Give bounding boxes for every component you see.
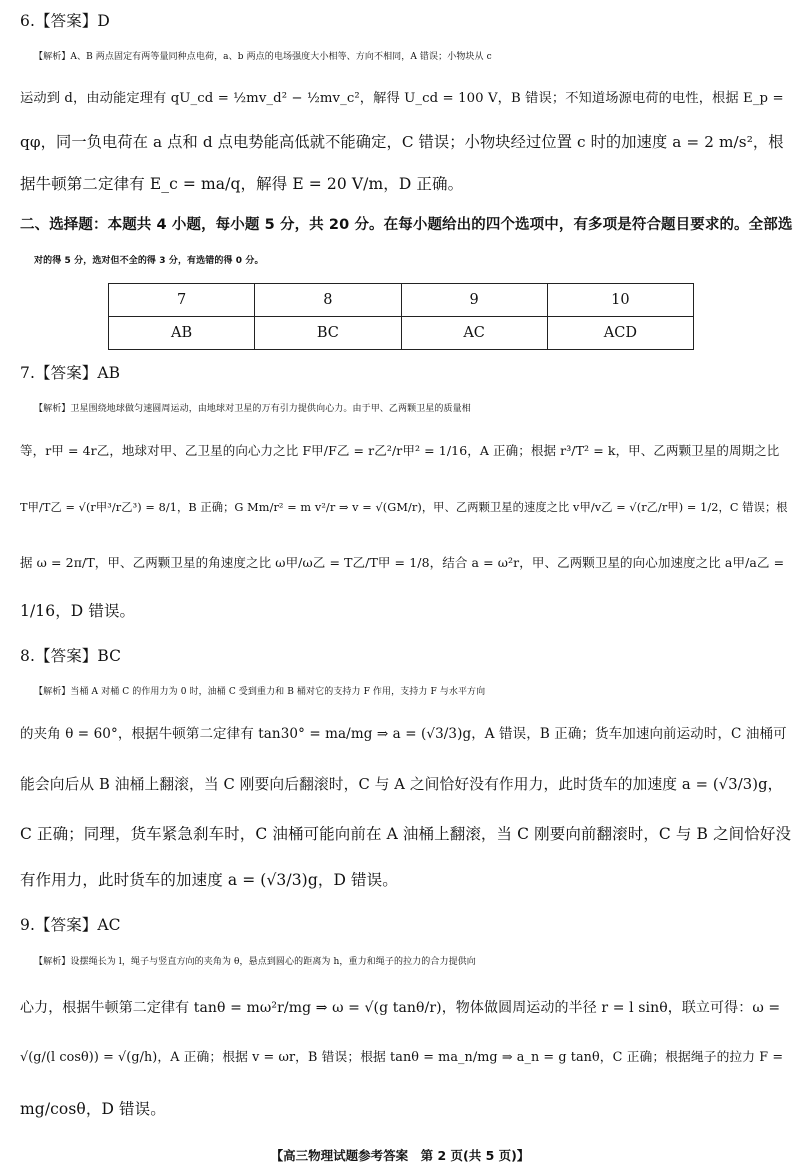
q9-analysis-line-4: mg/cosθ，D 错误。: [20, 1100, 166, 1118]
q9-analysis-line-2: 心力，根据牛顿第二定律有 tanθ = mω²r/mg ⇒ ω = √(g tanθ/r)，物体做圆周运动的半径 r = l sinθ，联立可得：ω =: [20, 1000, 781, 1016]
question-number-cell: 7: [109, 284, 255, 317]
section-heading: 二、选择题：本题共 4 小题，每小题 5 分，共 20 分。在每小题给出的四个选项中，有多项是符合题目要求的。全部选: [20, 217, 793, 233]
answer-cell: AC: [401, 317, 547, 350]
q7-analysis-line-5: 1/16，D 错误。: [20, 602, 136, 620]
page-footer: 【高三物理试题参考答案 第 2 页(共 5 页)】: [270, 1148, 530, 1163]
question-number-cell: 10: [547, 284, 693, 317]
q6-analysis-line-1: 【解析】A、B 两点固定有两等量同种点电荷，a、b 两点的电场强度大小相等、方向不相同，A 错误；小物块从 c: [34, 52, 492, 62]
q6-analysis-line-4: 据牛顿第二定律有 E_c = ma/q，解得 E = 20 V/m，D 正确。: [20, 175, 464, 193]
q8-analysis-line-3: 能会向后从 B 油桶上翻滚，当 C 刚要向后翻滚时，C 与 A 之间恰好没有作用力，此时货车的加速度 a = (√3/3)g，: [20, 776, 783, 793]
answer-cell: BC: [255, 317, 401, 350]
q7-analysis-line-3: T甲/T乙 = √(r甲³/r乙³) = 8/1，B 正确；G Mm/r² = m v²/r ⇒ v = √(GM/r)，甲、乙两颗卫星的速度之比 v甲/v乙 = √(r乙/r甲) = 1/2，C 错误；根: [20, 501, 788, 514]
question-number-cell: 8: [255, 284, 401, 317]
question-number-cell: 9: [401, 284, 547, 317]
q9-analysis-line-3: √(g/(l cosθ)) = √(g/h)，A 正确；根据 v = ωr，B 错误；根据 tanθ = ma_n/mg ⇒ a_n = g tanθ，C 正确；根据绳子的拉力 F =: [20, 1050, 784, 1065]
q8-analysis-line-1: 【解析】当桶 A 对桶 C 的作用力为 0 时，油桶 C 受到重力和 B 桶对它的支持力 F 作用，支持力 F 与水平方向: [34, 687, 486, 697]
q6-answer: 6.【答案】D: [20, 12, 110, 30]
answer-table-answer-row: [109, 317, 694, 350]
q7-answer: 7.【答案】AB: [20, 364, 121, 382]
q7-analysis-line-1: 【解析】卫星围绕地球做匀速圆周运动，由地球对卫星的万有引力提供向心力。由于甲、乙两颗卫星的质量相: [34, 404, 471, 414]
q9-answer: 9.【答案】AC: [20, 916, 121, 934]
q8-analysis-line-2: 的夹角 θ = 60°，根据牛顿第二定律有 tan30° = ma/mg ⇒ a = (√3/3)g，A 错误，B 正确；货车加速向前运动时，C 油桶可: [20, 726, 787, 742]
section-heading-line-2: 对的得 5 分，选对但不全的得 3 分，有选错的得 0 分。: [34, 256, 264, 266]
q7-analysis-line-2: 等，r甲 = 4r乙，地球对甲、乙卫星的向心力之比 F甲/F乙 = r乙²/r甲² = 1/16，A 正确；根据 r³/T² = k，甲、乙两颗卫星的周期之比: [20, 443, 780, 458]
q8-answer: 8.【答案】BC: [20, 647, 122, 665]
q8-analysis-line-5: 有作用力，此时货车的加速度 a = (√3/3)g，D 错误。: [20, 871, 398, 889]
answer-cell: AB: [109, 317, 255, 350]
q6-analysis-line-3: qφ，同一负电荷在 a 点和 d 点电势能高低就不能确定，C 错误；小物块经过位置 c 时的加速度 a = 2 m/s²，根: [20, 133, 784, 151]
q6-analysis-line-2: 运动到 d，由动能定理有 qU_cd = ½mv_d² − ½mv_c²，解得 U_cd = 100 V，B 错误；不知道场源电荷的电性，根据 E_p =: [20, 91, 784, 106]
q9-analysis-line-1: 【解析】设摆绳长为 l，绳子与竖直方向的夹角为 θ，悬点到圆心的距离为 h，重力和绳子的拉力的合力提供向: [34, 957, 476, 967]
answer-table-header-row: [109, 284, 694, 317]
q7-analysis-line-4: 据 ω = 2π/T，甲、乙两颗卫星的角速度之比 ω甲/ω乙 = T乙/T甲 = 1/8，结合 a = ω²r，甲、乙两颗卫星的向心加速度之比 a甲/a乙 =: [20, 555, 785, 570]
answer-table: [108, 283, 694, 350]
answer-cell: ACD: [547, 317, 693, 350]
q8-analysis-line-4: C 正确；同理，货车紧急刹车时，C 油桶可能向前在 A 油桶上翻滚，当 C 刚要向前翻滚时，C 与 B 之间恰好没: [20, 825, 792, 843]
